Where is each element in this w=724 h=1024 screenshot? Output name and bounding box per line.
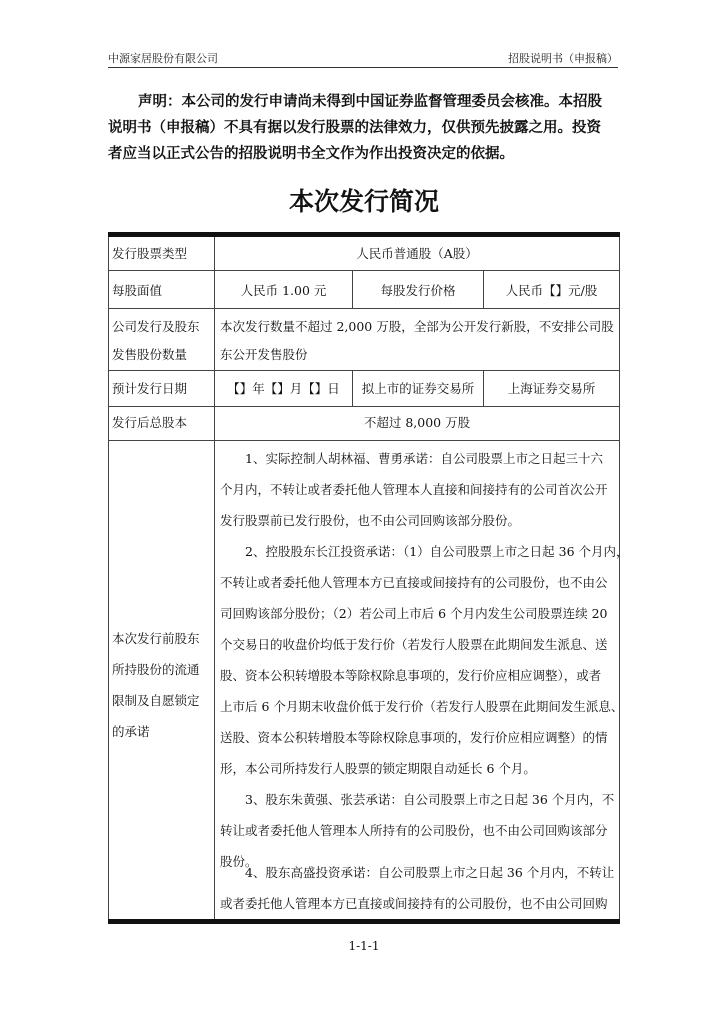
label-par-value: 每股面值 bbox=[112, 283, 163, 298]
label-issue-date: 预计发行日期 bbox=[112, 381, 188, 396]
label-lockup: 本次发行前股东 bbox=[112, 631, 200, 646]
label-total-shares: 发行后总股本 bbox=[112, 415, 188, 430]
paragraph-line: 4、股东高盛投资承诺：自公司股票上市之日起 36 个月内，不转让 bbox=[245, 865, 615, 880]
table-bottom-rule bbox=[108, 919, 620, 924]
label-stock-type: 发行股票类型 bbox=[112, 246, 188, 261]
paragraph-line: 2、控股股东长江投资承诺：（1）自公司股票上市之日起 36 个月内， bbox=[245, 544, 629, 559]
header-doc-title: 招股说明书（申报稿） bbox=[508, 52, 618, 65]
label-issue-price: 每股发行价格 bbox=[380, 283, 456, 298]
value-issue-date: 【】年【】月【】日 bbox=[227, 381, 340, 396]
paragraph-line: 个月内，不转让或者委托他人管理本人直接和间接持有的公司首次公开 bbox=[220, 482, 608, 497]
value-total-shares: 不超过 8,000 万股 bbox=[363, 415, 471, 430]
paragraph-line: 股、资本公积转增股本等除权除息事项的，发行价应相应调整），或者 bbox=[220, 668, 602, 683]
label-lockup: 的承诺 bbox=[112, 724, 150, 739]
paragraph-line: 转让或者委托他人管理本人所持有的公司股份，也不由公司回购该部分 bbox=[220, 823, 608, 838]
label-lockup: 所持股份的流通 bbox=[112, 662, 200, 677]
label-exchange: 拟上市的证券交易所 bbox=[361, 381, 475, 396]
statement-line: 声明：本公司的发行申请尚未得到中国证券监督管理委员会核准。本招股 bbox=[138, 94, 602, 110]
lockup-paragraph-2 bbox=[220, 536, 629, 784]
offering-summary-table bbox=[108, 237, 629, 919]
value-issue-shares: 本次发行数量不超过 2,000 万股，全部为公开发行新股，不安排公司股 bbox=[220, 319, 614, 334]
paragraph-line: 形，本公司所持发行人股票的锁定期限自动延长 6 个月。 bbox=[220, 761, 536, 776]
value-exchange: 上海证券交易所 bbox=[507, 381, 596, 396]
value-issue-price: 人民币【】元/股 bbox=[505, 283, 598, 298]
value-issue-shares: 东公开发售股份 bbox=[220, 347, 308, 362]
column-divider bbox=[214, 237, 215, 919]
page-title: 本次发行简况 bbox=[288, 187, 439, 216]
paragraph-line: 股份。 bbox=[220, 854, 258, 869]
column-divider bbox=[619, 237, 620, 919]
lockup-paragraph-4 bbox=[220, 857, 618, 919]
header-company: 中源家居股份有限公司 bbox=[108, 52, 218, 65]
row-divider bbox=[108, 440, 620, 441]
statement-line: 者应当以正式公告的招股说明书全文作为作出投资决定的依据。 bbox=[108, 146, 514, 162]
disclaimer-statement bbox=[108, 89, 620, 167]
label-issue-shares: 发售股份数量 bbox=[112, 347, 188, 362]
paragraph-line: 送股、资本公积转增股本等除权除息事项的，发行价应相应调整）的情 bbox=[220, 730, 608, 745]
column-divider bbox=[108, 237, 109, 919]
row-divider bbox=[108, 370, 620, 371]
page-header bbox=[108, 51, 618, 67]
lockup-paragraph-1 bbox=[220, 443, 618, 536]
paragraph-line: 不转让或者委托他人管理本方已直接或间接持有的公司股份，也不由公 bbox=[220, 575, 608, 590]
paragraph-line: 3、股东朱黄强、张芸承诺：自公司股票上市之日起 36 个月内，不 bbox=[245, 792, 615, 807]
value-par-value: 人民币 1.00 元 bbox=[240, 283, 327, 298]
paragraph-line: 或者委托他人管理本方已直接或间接持有的公司股份，也不由公司回购 bbox=[220, 896, 608, 911]
label-issue-shares: 公司发行及股东 bbox=[112, 319, 200, 334]
page-number: 1-1-1 bbox=[348, 939, 380, 953]
paragraph-line: 1、实际控制人胡林福、曹勇承诺：自公司股票上市之日起三十六 bbox=[245, 451, 603, 466]
header-rule bbox=[108, 67, 618, 68]
row-divider bbox=[108, 270, 620, 271]
label-lockup: 限制及自愿锁定 bbox=[112, 693, 200, 708]
paragraph-line: 发行股票前已发行股份，也不由公司回购该部分股份。 bbox=[220, 513, 521, 528]
value-stock-type: 人民币普通股（A股） bbox=[356, 246, 478, 261]
row-divider bbox=[108, 308, 620, 309]
statement-line: 说明书（申报稿）不具有据以发行股票的法律效力，仅供预先披露之用。投资 bbox=[108, 120, 601, 136]
paragraph-line: 司回购该部分股份；（2）若公司上市后 6 个月内发生公司股票连续 20 bbox=[220, 606, 608, 621]
paragraph-line: 个交易日的收盘价均低于发行价（若发行人股票在此期间发生派息、送 bbox=[220, 637, 608, 652]
paragraph-line: 上市后 6 个月期末收盘价低于发行价（若发行人股票在此期间发生派息、 bbox=[220, 699, 624, 714]
